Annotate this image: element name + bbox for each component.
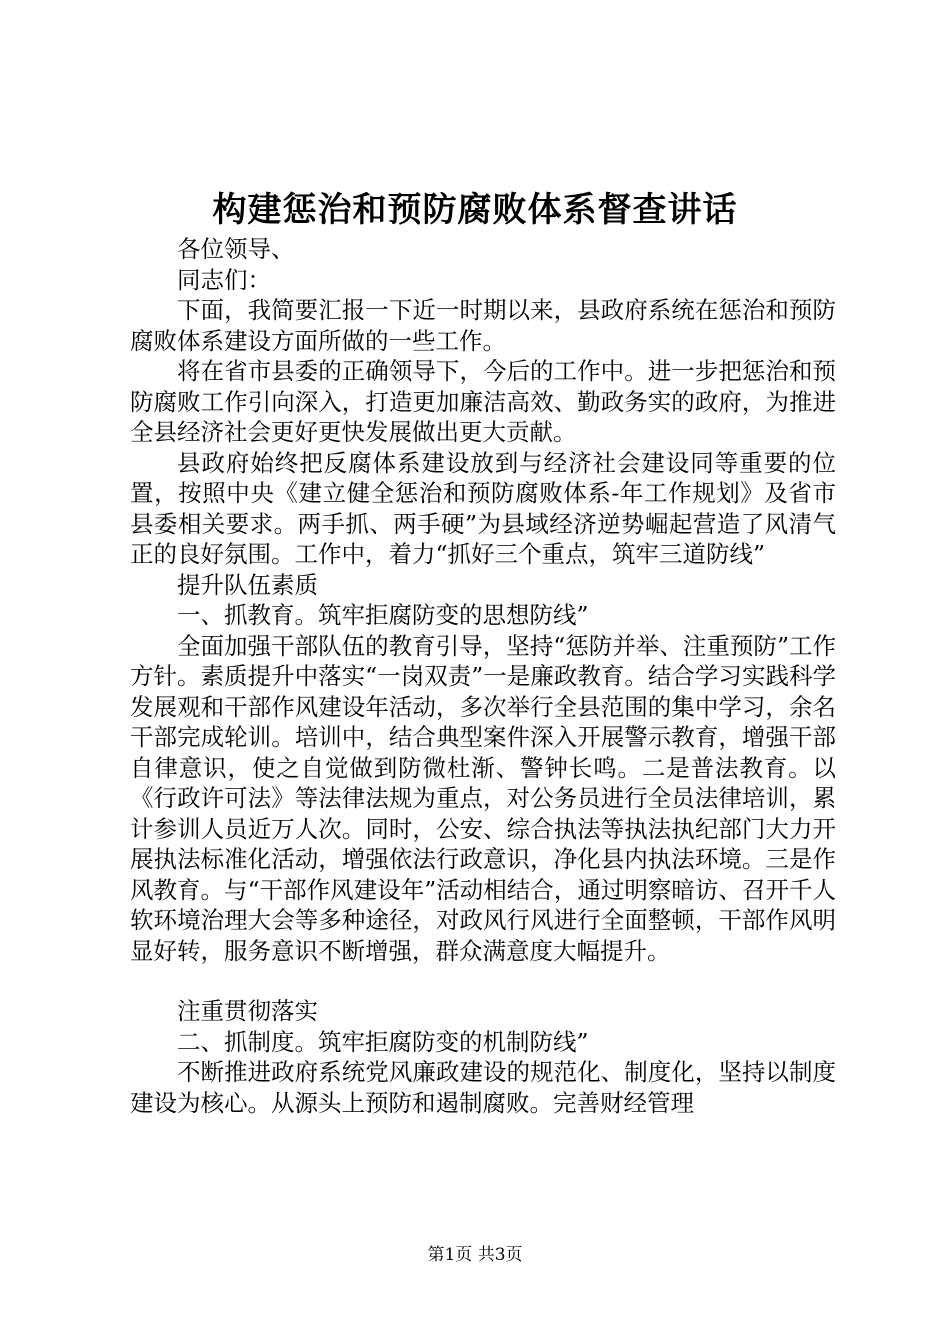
document-title: 构建惩治和预防腐败体系督查讲话 — [212, 190, 738, 230]
paragraph-education: 全面加强干部队伍的教育引导，坚持“惩防并举、注重预防”工作方针。素质提升中落实“一岗双责”一是廉政教育。结合学习实践科学发展观和干部作风建设年活动，多次举行全县范围的集中学习，余名干部完成轮训。培训中，结合典型案件深入开展警示教育，增强干部自律意识，使之自觉做到防微杜渐、警钟长鸣。二是普法教育。以《行政许可法》等法律法规为重点，对公务员进行全员法律培训，累计参训人员近万人次。同时，公安、综合执法等执法执纪部门大力开展执法标准化活动，增强依法行政意识，净化县内执法环境。三是作风教育。与“干部作风建设年”活动相结合，通过明察暗访、召开千人软环境治理大会等多种途径，对政风行风进行全面整顿，干部作风明显好转，服务意识不断增强，群众满意度大幅提升。 — [130, 631, 836, 965]
subheading-team-quality: 提升队伍素质 — [177, 570, 318, 599]
subheading-implementation: 注重贯彻落实 — [177, 997, 318, 1025]
paragraph-intro: 下面，我简要汇报一下近一时期以来，县政府系统在惩治和预防腐败体系建设方面所做的一些工作。 — [130, 296, 836, 355]
salutation-leaders: 各位领导、 — [177, 235, 295, 263]
section-heading-system: 二、抓制度。筑牢拒腐防变的机制防线” — [177, 1027, 589, 1056]
document-body — [130, 234, 836, 1118]
page-footer: 第1页 共3页 — [427, 1245, 523, 1265]
paragraph-outlook: 将在省市县委的正确领导下，今后的工作中。进一步把惩治和预防腐败工作引向深入，打造更加廉洁高效、勤政务实的政府，为推进全县经济社会更好更快发展做出更大贡献。 — [130, 357, 836, 446]
salutation-comrades: 同志们： — [177, 265, 271, 294]
paragraph-overview: 县政府始终把反腐体系建设放到与经济社会建设同等重要的位置，按照中央《建立健全惩治和预防腐败体系-年工作规划》及省市县委相关要求。两手抓、两手硬”为县域经济逆势崛起营造了风清气正的良好氛围。工作中，着力“抓好三个重点，筑牢三道防线” — [130, 448, 836, 568]
section-heading-education: 一、抓教育。筑牢拒腐防变的思想防线” — [177, 601, 589, 629]
paragraph-system: 不断推进政府系统党风廉政建设的规范化、制度化，坚持以制度建设为核心。从源头上预防和遏制腐败。完善财经管理 — [130, 1058, 836, 1117]
